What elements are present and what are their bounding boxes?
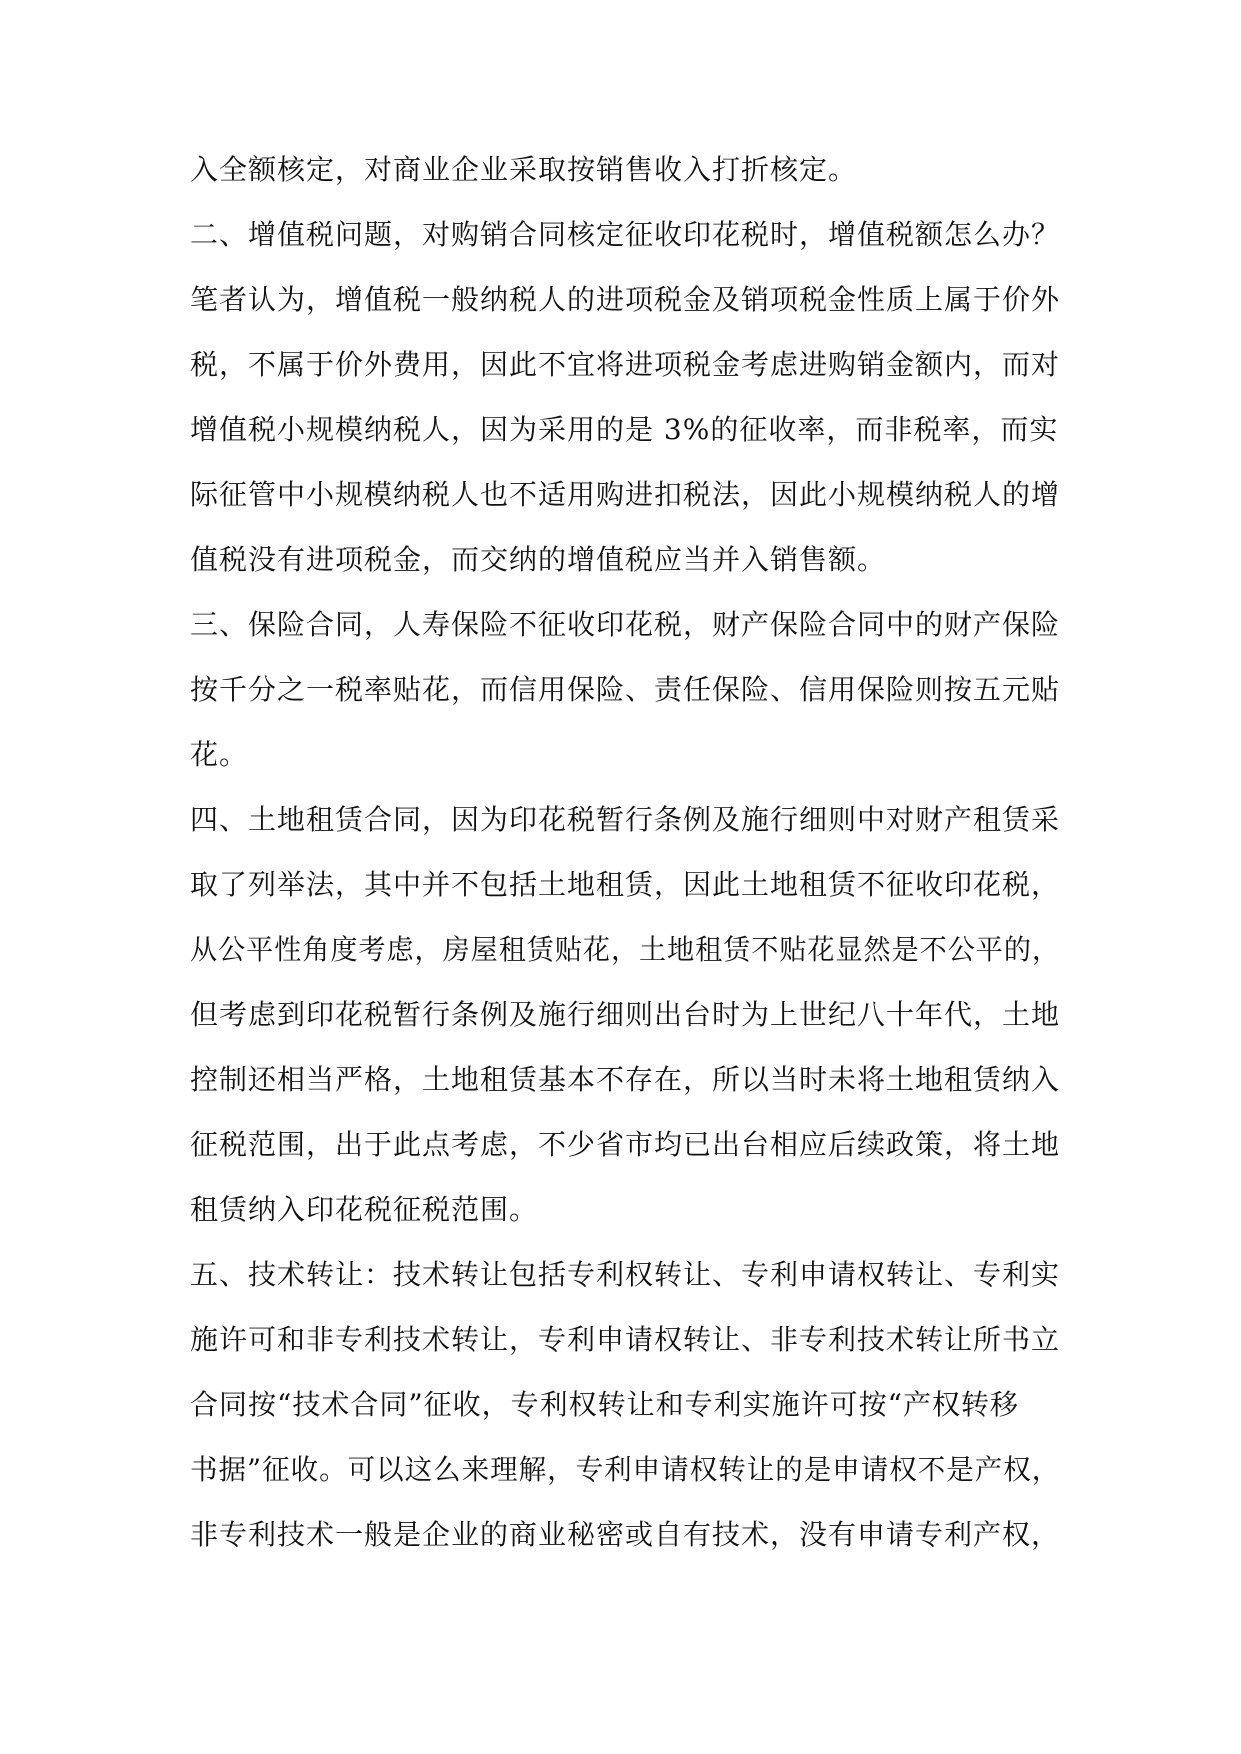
paragraph-line: 四、土地租赁合同，因为印花税暂行条例及施行细则中对财产租赁采 (190, 803, 1061, 836)
paragraph-line: 笔者认为，增值税一般纳税人的进项税金及销项税金性质上属于价外 (190, 283, 1061, 316)
paragraph-line: 按千分之一税率贴花，而信用保险、责任保险、信用保险则按五元贴 (190, 673, 1061, 706)
paragraph-line: 控制还相当严格，土地租赁基本不存在，所以当时未将土地租赁纳入 (190, 1063, 1061, 1096)
paragraph-line: 征税范围，出于此点考虑，不少省市均已出台相应后续政策，将土地 (190, 1128, 1061, 1161)
paragraph-line: 非专利技术一般是企业的商业秘密或自有技术，没有申请专利产权， (190, 1518, 1061, 1551)
paragraph-line: 施许可和非专利技术转让，专利申请权转让、非专利技术转让所书立 (190, 1323, 1061, 1356)
paragraph-line: 五、技术转让：技术转让包括专利权转让、专利申请权转让、专利实 (190, 1258, 1061, 1291)
paragraph-line: 租赁纳入印花税征税范围。 (190, 1193, 539, 1226)
paragraph-line: 但考虑到印花税暂行条例及施行细则出台时为上世纪八十年代，土地 (190, 998, 1061, 1031)
paragraph-line: 合同按“技术合同”征收，专利权转让和专利实施许可按“产权转移 (190, 1388, 1019, 1421)
paragraph-line: 值税没有进项税金，而交纳的增值税应当并入销售额。 (190, 543, 887, 576)
paragraph-line: 书据”征收。可以这么来理解，专利申请权转让的是申请权不是产权， (190, 1453, 1061, 1486)
paragraph-line: 花。 (190, 738, 249, 771)
paragraph-line: 增值税小规模纳税人，因为采用的是 3%的征收率，而非税率，而实 (190, 413, 1059, 446)
paragraph-line: 从公平性角度考虑，房屋租赁贴花，土地租赁不贴花显然是不公平的， (190, 933, 1061, 966)
paragraph-line: 二、增值税问题，对购销合同核定征收印花税时，增值税额怎么办？ (190, 218, 1061, 251)
paragraph-line: 入全额核定，对商业企业采取按销售收入打折核定。 (190, 153, 858, 186)
paragraph-line: 三、保险合同，人寿保险不征收印花税，财产保险合同中的财产保险 (190, 608, 1061, 641)
paragraph-line: 际征管中小规模纳税人也不适用购进扣税法，因此小规模纳税人的增 (190, 478, 1061, 511)
paragraph-line: 取了列举法，其中并不包括土地租赁，因此土地租赁不征收印花税， (190, 868, 1061, 901)
paragraph-line: 税，不属于价外费用，因此不宜将进项税金考虑进购销金额内，而对 (190, 348, 1061, 381)
